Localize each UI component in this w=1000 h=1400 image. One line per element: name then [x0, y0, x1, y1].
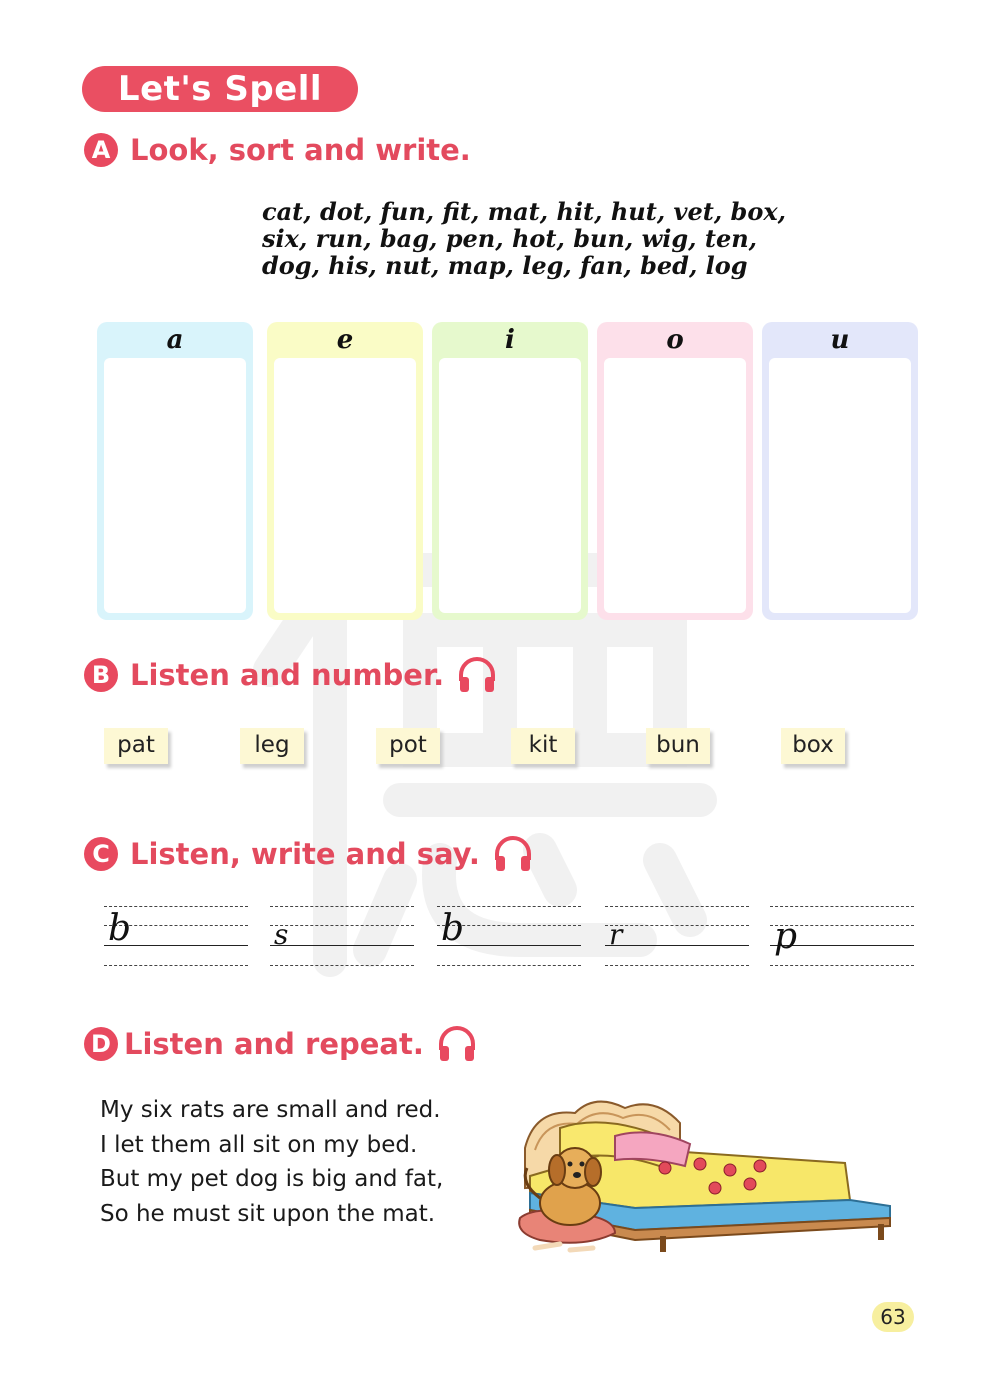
rhyme-line: So he must sit upon the mat.	[100, 1200, 436, 1227]
given-letter: b	[108, 908, 132, 949]
section-d-heading	[84, 1024, 478, 1064]
vowel-column-o	[597, 322, 753, 620]
writing-area[interactable]	[104, 358, 246, 613]
vowel-column-a	[97, 322, 253, 620]
section-d-badge: D	[84, 1027, 118, 1061]
headphones-icon[interactable]	[456, 655, 498, 695]
section-a-heading	[84, 133, 471, 167]
section-a-title: Look, sort and write.	[130, 133, 471, 167]
word-card: kit	[511, 728, 575, 764]
vowel-label: a	[166, 325, 184, 355]
word-bank-line: cat, dot, fun, fit, mat, hit, hut, vet, box,	[262, 197, 786, 226]
writing-area[interactable]	[274, 358, 416, 613]
writing-area[interactable]	[439, 358, 581, 613]
section-b-title: Listen and number.	[130, 658, 445, 692]
section-c-heading	[84, 834, 534, 874]
writing-area[interactable]	[769, 358, 911, 613]
rhyme-text	[100, 1093, 443, 1231]
writing-line[interactable]	[437, 904, 581, 968]
rhyme-line: My six rats are small and red.	[100, 1097, 441, 1123]
writing-line[interactable]	[104, 904, 248, 968]
page-number: 63	[872, 1302, 914, 1332]
word-card: pot	[376, 728, 440, 764]
word-bank-line: six, run, bag, pen, hot, bun, wig, ten,	[262, 224, 758, 253]
section-b-badge: B	[84, 658, 118, 692]
headphones-icon[interactable]	[492, 834, 534, 874]
writing-line[interactable]	[605, 904, 749, 968]
word-card: bun	[646, 728, 710, 764]
bed-and-dog-illustration	[515, 1088, 897, 1258]
given-letter: p	[774, 916, 798, 957]
writing-line[interactable]	[770, 904, 914, 968]
writing-area[interactable]	[604, 358, 746, 613]
given-letter: r	[609, 918, 623, 951]
vowel-column-e	[267, 322, 423, 620]
writing-line[interactable]	[270, 904, 414, 968]
page-title: Let's Spell	[82, 66, 358, 112]
headphones-icon[interactable]	[436, 1024, 478, 1064]
section-c-title: Listen, write and say.	[130, 837, 480, 871]
word-card: leg	[240, 728, 304, 764]
word-card: box	[781, 728, 845, 764]
vowel-column-i	[432, 322, 588, 620]
vowel-label: u	[830, 325, 850, 355]
vowel-label: o	[666, 325, 684, 355]
section-d-title: Listen and repeat.	[124, 1027, 424, 1061]
rhyme-line: But my pet dog is big and fat,	[100, 1166, 444, 1192]
word-bank-line: dog, his, nut, map, leg, fan, bed, log	[262, 251, 748, 280]
given-letter: s	[274, 918, 289, 951]
section-a-badge: A	[84, 133, 118, 167]
rhyme-line: I let them all sit on my bed.	[100, 1131, 418, 1158]
word-bank	[262, 198, 802, 279]
given-letter: b	[441, 908, 465, 949]
vowel-label: e	[336, 325, 354, 355]
section-c-badge: C	[84, 837, 118, 871]
word-card: pat	[104, 728, 168, 764]
vowel-label: i	[505, 325, 515, 355]
vowel-column-u	[762, 322, 918, 620]
section-b-heading	[84, 655, 498, 695]
